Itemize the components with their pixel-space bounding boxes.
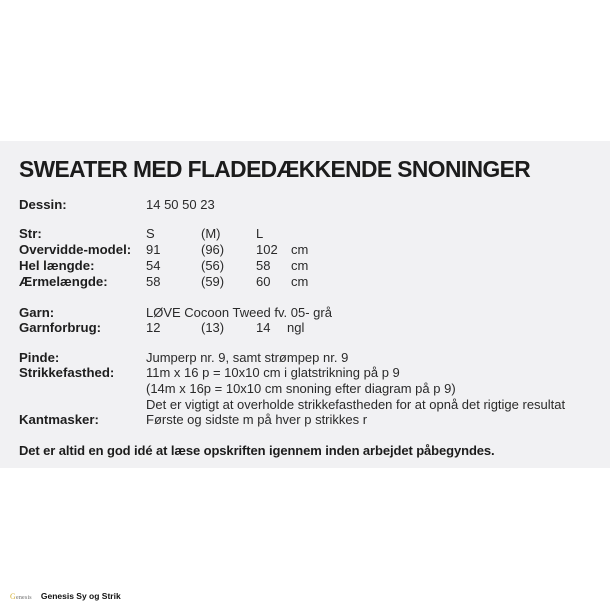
- gauge-label: Strikkefasthed:: [19, 365, 115, 380]
- size-l: L: [256, 226, 264, 241]
- measurement-label: Overvidde-model:: [19, 242, 132, 257]
- measurement-unit: cm: [291, 274, 309, 289]
- needles-label: Pinde:: [19, 350, 60, 365]
- measurement-s: 91: [146, 242, 161, 257]
- edge-stitches-label: Kantmasker:: [19, 412, 99, 427]
- genesis-logo: [10, 592, 32, 601]
- footer: [10, 589, 121, 603]
- size-label: Str:: [19, 226, 42, 241]
- size-m: (M): [201, 226, 221, 241]
- measurement-m: (96): [201, 242, 225, 257]
- measurement-l: 60: [256, 274, 271, 289]
- yarn-label: Garn:: [19, 305, 55, 320]
- gauge-note: Det er vigtigt at overholde strikkefastheden for at opnå det rigtige resultat: [146, 397, 566, 412]
- measurement-label: Ærmelængde:: [19, 274, 108, 289]
- yarn-usage-label: Garnforbrug:: [19, 320, 102, 335]
- yarn-usage-m: (13): [201, 320, 225, 335]
- gauge-line: (14m x 16p = 10x10 cm snoning efter diagram på p 9): [146, 381, 456, 396]
- shop-name: Genesis Sy og Strik: [40, 591, 121, 601]
- dessin-label: Dessin:: [19, 197, 67, 212]
- measurement-unit: cm: [291, 258, 309, 273]
- measurement-l: 102: [256, 242, 278, 257]
- yarn-usage-l: 14: [256, 320, 271, 335]
- dessin-value: 14 50 50 23: [146, 197, 215, 212]
- size-s: S: [146, 226, 155, 241]
- yarn-value: LØVE Cocoon Tweed fv. 05- grå: [146, 305, 332, 320]
- measurement-s: 58: [146, 274, 161, 289]
- genesis-logo-text: enesis: [15, 594, 32, 601]
- measurement-label: Hel længde:: [19, 258, 95, 273]
- yarn-usage-s: 12: [146, 320, 161, 335]
- pattern-title: SWEATER MED FLADEDÆKKENDE SNONINGER: [19, 156, 531, 182]
- needles-value: Jumperp nr. 9, samt strømpep nr. 9: [146, 350, 349, 365]
- measurement-m: (59): [201, 274, 225, 289]
- reading-advice-note: Det er altid en god idé at læse opskriften igennem inden arbejdet påbegyndes.: [19, 443, 495, 458]
- measurement-s: 54: [146, 258, 161, 273]
- measurement-unit: cm: [291, 242, 309, 257]
- measurement-l: 58: [256, 258, 271, 273]
- gauge-line: 11m x 16 p = 10x10 cm i glatstrikning på p 9: [146, 365, 400, 380]
- genesis-logo-initial: G: [10, 591, 16, 601]
- edge-stitches-value: Første og sidste m på hver p strikkes r: [146, 412, 368, 427]
- yarn-usage-unit: ngl: [287, 320, 305, 335]
- measurement-m: (56): [201, 258, 225, 273]
